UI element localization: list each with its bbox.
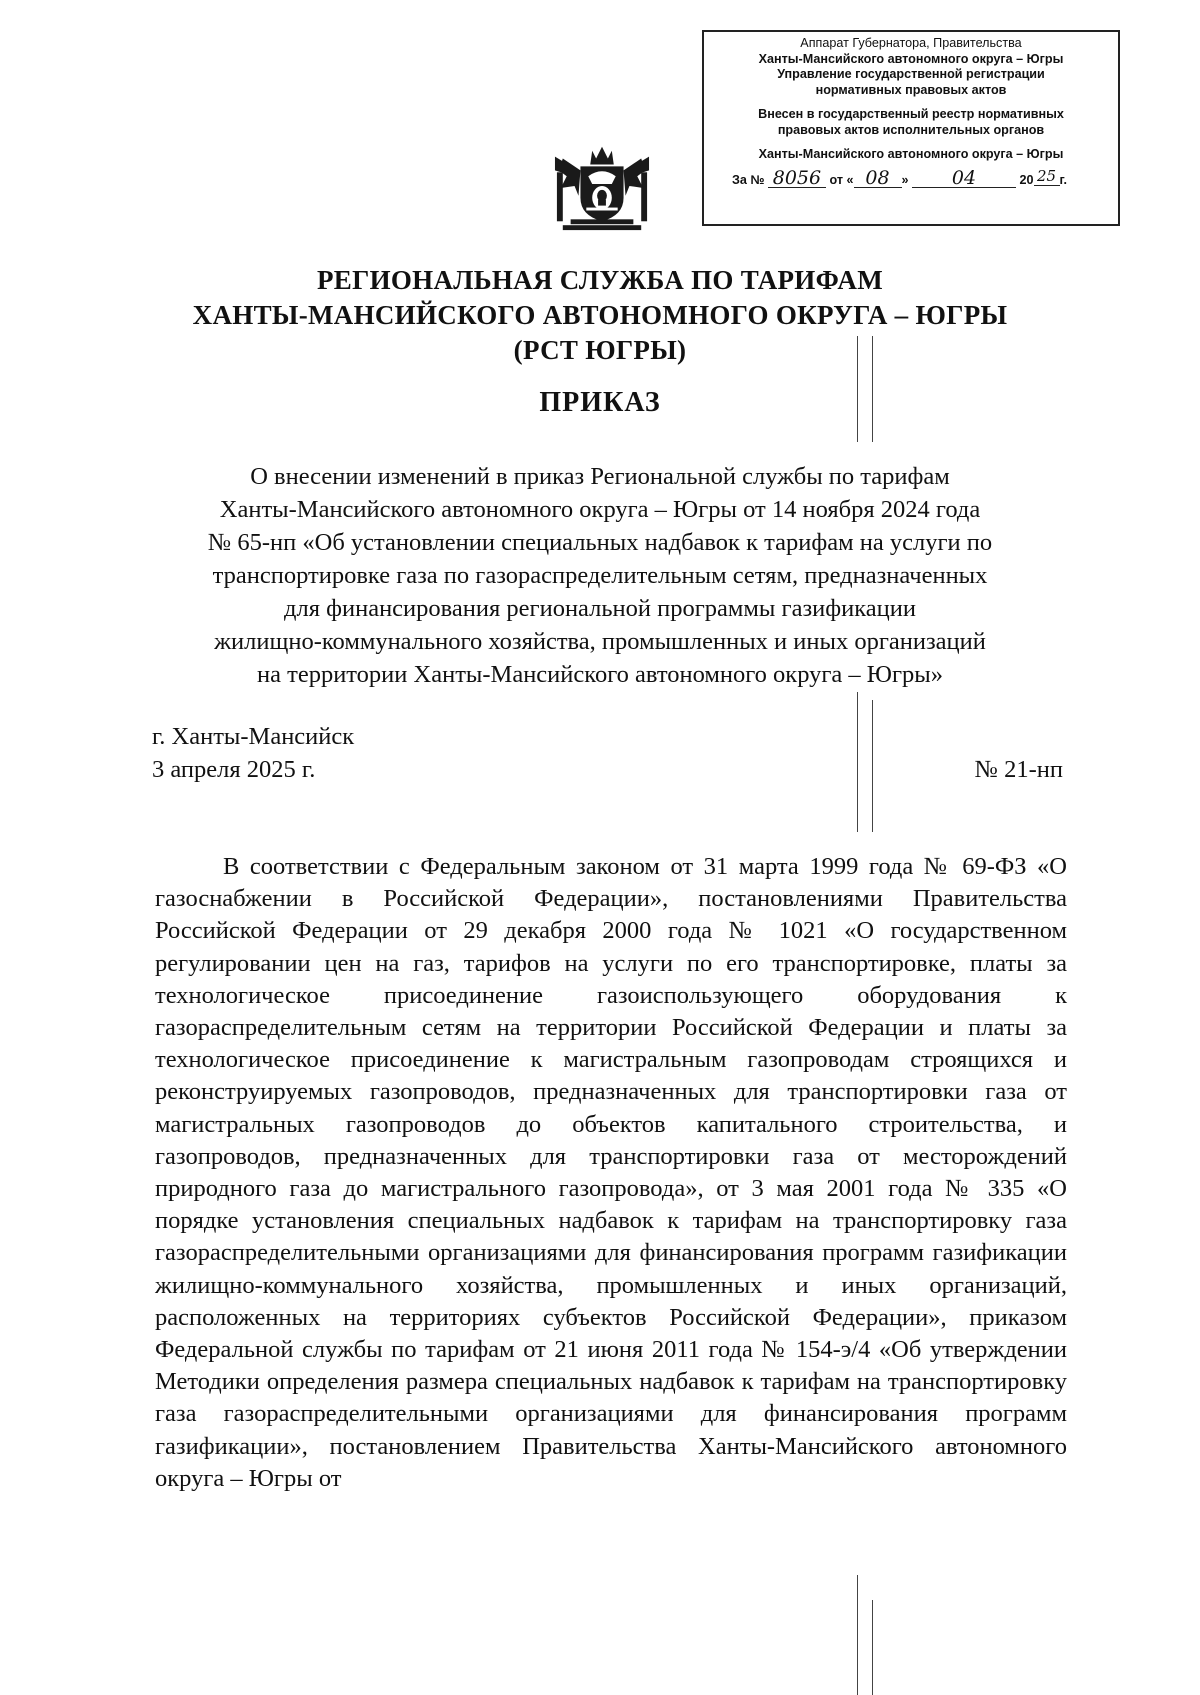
stamp-line-3: Управление государственной регистрации [777,67,1045,81]
stamp-day: 08 [854,169,902,188]
scan-artifact-line [872,1600,873,1695]
subject-line-3: № 65-нп «Об установлении специальных надбавок к тарифам на услуги по [207,529,993,556]
stamp-line-1: Аппарат Губернатора, Правительства [800,36,1022,50]
stamp-line-4: нормативных правовых актов [815,82,1007,97]
stamp-year-prefix: 20 [1019,172,1034,187]
stamp-line-6: правовых актов исполнительных органов [777,122,1045,137]
document-date: 3 апреля 2025 г. [152,756,316,783]
document-type: ПРИКАЗ [539,387,661,418]
stamp-line-7: Ханты-Мансийского автономного округа – Югры [758,147,1064,161]
stamp-month: 04 [912,169,1016,188]
stamp-reg-number: 8056 [768,169,826,188]
document-city: г. Ханты-Мансийск [152,723,355,750]
scan-artifact-line [857,692,858,832]
document-number: № 21-нп [974,756,1063,783]
stamp-label-no: За № [732,172,765,187]
stamp-year-end: г. [1059,172,1068,187]
org-line-1: РЕГИОНАЛЬНАЯ СЛУЖБА ПО ТАРИФАМ [317,265,883,295]
stamp-line-5: Внесен в государственный реестр нормативных [758,107,1064,121]
org-line-3: (РСТ ЮГРЫ) [513,335,687,365]
stamp-line-2: Ханты-Мансийского автономного округа – Югры [758,51,1064,66]
coat-of-arms-icon [553,136,651,236]
stamp-year-suffix: 25 [1034,167,1060,186]
subject-line-7: на территории Ханты-Мансийского автономного округа – Югры» [257,661,943,688]
body-paragraph: В соответствии с Федеральным законом от 31 марта 1999 года № 69-ФЗ «О газоснабжении в Российской Федерации», постановлениями Правительства Российской Федерации от 29 декабря 2000 года № 1021 «О государственном регулировании цен на газ, тарифов на услуги по его транспортировке, платы за технологическое присоединение газоиспользующего оборудования к газораспределительным сетям на территории Российской Федерации и платы за технологическое присоединение к магистральным газопроводам строящихся и реконструируемых газопроводов, предназначенных для транспортировки газа от магистральных газопроводов до объектов капитального строительства, и газопроводов, предназначенных для транспортировки газа от месторождений природного газа до магистрального газопровода», от 3 мая 2001 года № 335 «О порядке установления специальных надбавок к тарифам на транспортировку газа газораспределительными организациями для финансирования программ газификации жилищно-коммунального хозяйства, промышленных и иных организаций, расположенных на территориях субъектов Российской Федерации», приказом Федеральной службы по тарифам от 21 июня 2011 года № 154-э/4 «Об утверждении Методики определения размера специальных надбавок к тарифам на транспортировку газа газораспределительными организациями для финансирования программ газификации», постановлением Правительства Ханты-Мансийского автономного округа – Югры от [155,853,1067,1492]
scan-artifact-line [872,336,873,442]
org-line-2: ХАНТЫ-МАНСИЙСКОГО АВТОНОМНОГО ОКРУГА – ЮГРЫ [192,300,1008,330]
organization-header [100,263,1100,368]
scan-artifact-line [857,1575,858,1695]
scan-artifact-line [857,336,858,442]
subject-line-5: для финансирования региональной программы газификации [284,595,916,622]
stamp-label-from: от [829,172,843,187]
stamp-registration-line: За № 8056 от « 08 » 04 20 25 г. [732,166,1068,189]
document-subject [140,460,1060,691]
subject-line-6: жилищно-коммунального хозяйства, промышленных и иных организаций [214,628,986,655]
subject-line-2: Ханты-Мансийского автономного округа – Югры от 14 ноября 2024 года [219,496,981,523]
registration-stamp [702,30,1120,226]
scan-artifact-line [872,700,873,832]
subject-line-1: О внесении изменений в приказ Региональной службы по тарифам [250,463,950,490]
subject-line-4: транспортировке газа по газораспределительным сетям, предназначенных [212,562,988,589]
